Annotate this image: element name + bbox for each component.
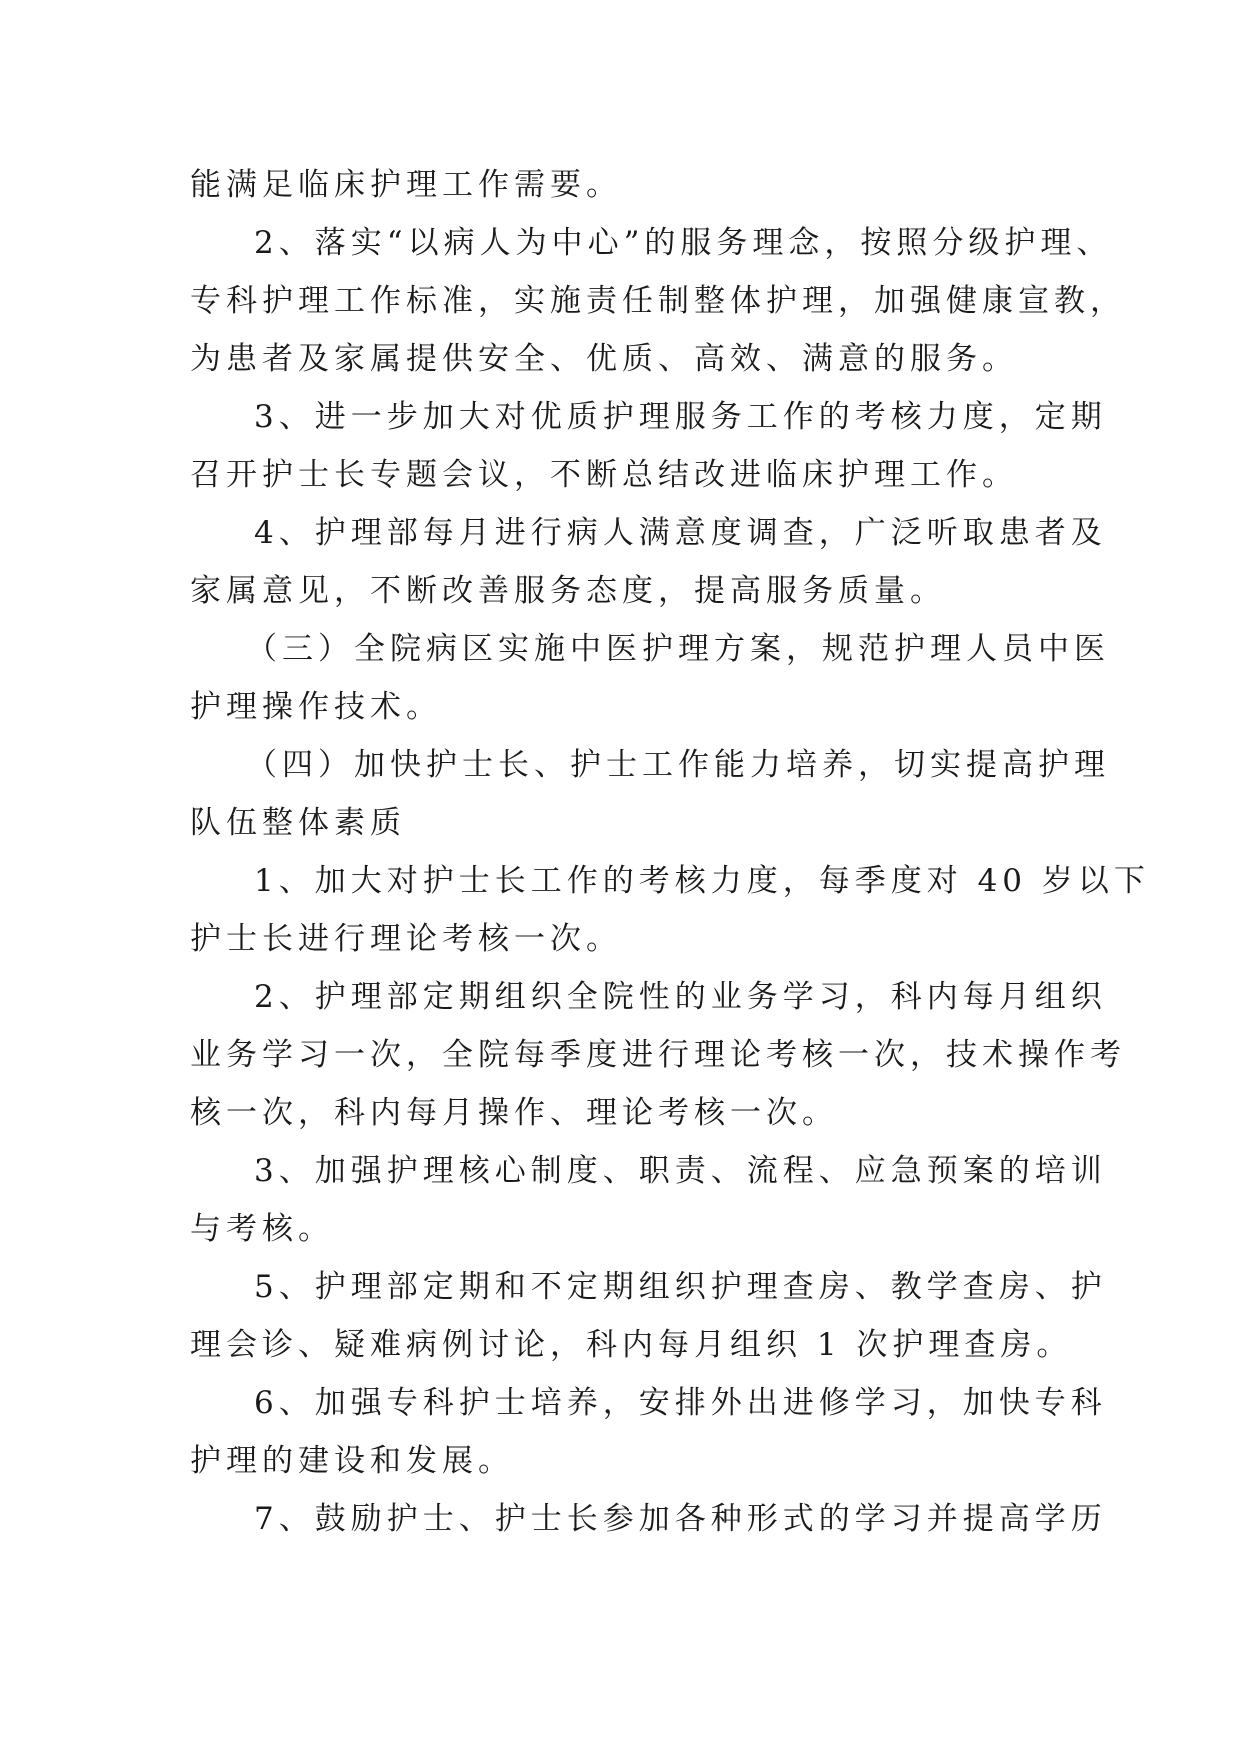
text-line: 护理的建设和发展。 [190, 1443, 514, 1479]
paragraph-item-2-start: 2、落实“以病人为中心”的服务理念，按照分级护理、 [254, 225, 1113, 261]
text-line: 召开护士长专题会议，不断总结改进临床护理工作。 [190, 457, 1018, 493]
paragraph-item-1-start: 1、加大对护士长工作的考核力度，每季度对 40 岁以下 [254, 863, 1150, 899]
text-line: 能满足临床护理工作需要。 [190, 167, 622, 203]
paragraph-item-2b-start: 2、护理部定期组织全院性的业务学习，科内每月组织 [254, 979, 1107, 1015]
paragraph-item-3b-start: 3、加强护理核心制度、职责、流程、应急预案的培训 [254, 1153, 1107, 1189]
text-line: 理会诊、疑难病例讨论，科内每月组织 1 次护理查房。 [190, 1327, 1073, 1363]
text-line: 专科护理工作标准，实施责任制整体护理，加强健康宣教， [190, 283, 1126, 319]
paragraph-item-5-start: 5、护理部定期和不定期组织护理查房、教学查房、护 [254, 1269, 1107, 1305]
text-line: 家属意见，不断改善服务态度，提高服务质量。 [190, 573, 946, 609]
text-line: 核一次，科内每月操作、理论考核一次。 [190, 1095, 838, 1131]
text-line: 业务学习一次，全院每季度进行理论考核一次，技术操作考 [190, 1037, 1126, 1073]
paragraph-item-6-start: 6、加强专科护士培养，安排外出进修学习，加快专科 [254, 1385, 1107, 1421]
section-heading-4: （四）加快护士长、护士工作能力培养，切实提高护理 [246, 747, 1110, 783]
text-line: 为患者及家属提供安全、优质、高效、满意的服务。 [190, 341, 1018, 377]
text-line: 护理操作技术。 [190, 689, 442, 725]
paragraph-item-7-start: 7、鼓励护士、护士长参加各种形式的学习并提高学历 [254, 1501, 1107, 1537]
document-body [190, 156, 1150, 1548]
text-line: 队伍整体素质 [190, 805, 406, 841]
text-line: 护士长进行理论考核一次。 [190, 921, 622, 957]
text-line: 与考核。 [190, 1211, 334, 1247]
paragraph-item-3-start: 3、进一步加大对优质护理服务工作的考核力度，定期 [254, 399, 1107, 435]
paragraph-item-4-start: 4、护理部每月进行病人满意度调查，广泛听取患者及 [254, 515, 1107, 551]
section-heading-3: （三）全院病区实施中医护理方案，规范护理人员中医 [246, 631, 1110, 667]
